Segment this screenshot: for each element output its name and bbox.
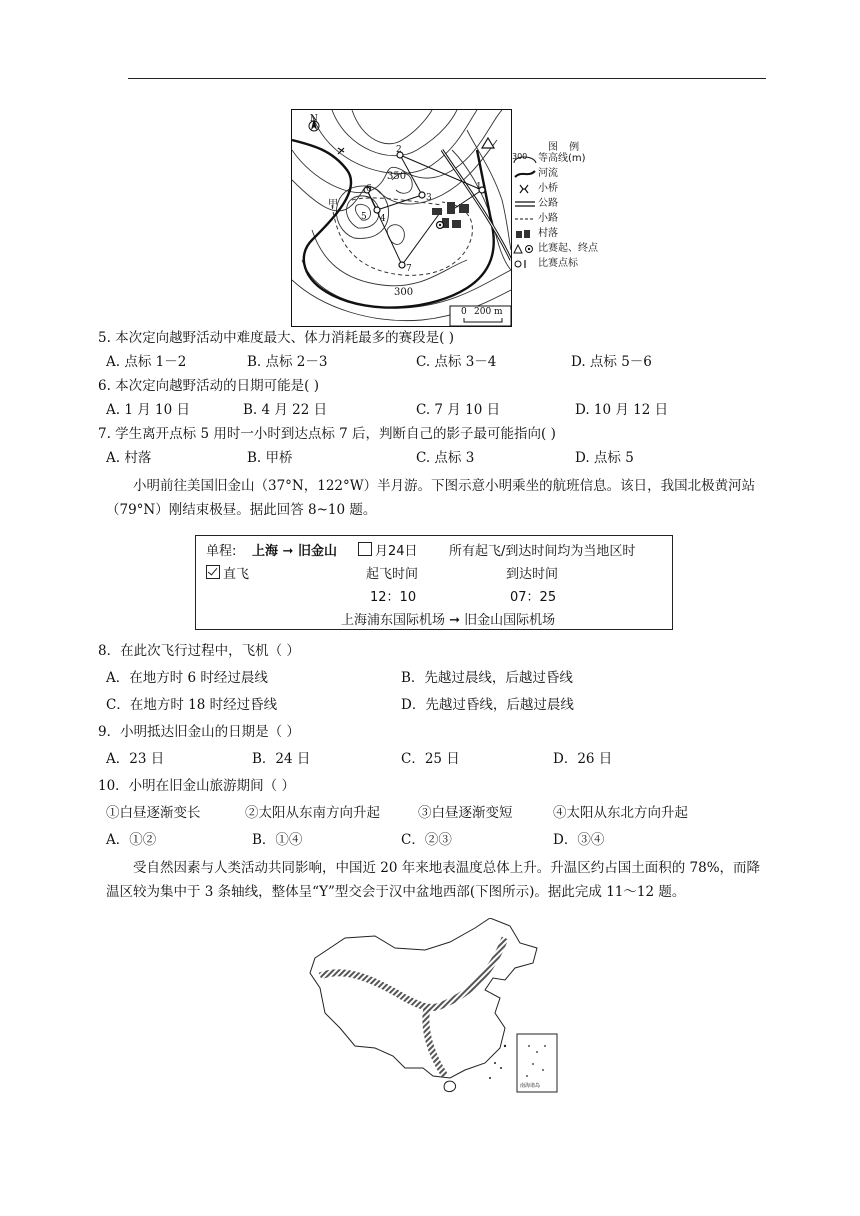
contour-icon: 300	[512, 153, 538, 165]
village-icon	[512, 228, 538, 240]
arrive-time-value: 07：25	[510, 590, 557, 605]
header-rule	[128, 78, 766, 79]
direct-flight: 直飞	[206, 563, 249, 582]
legend-row-checkpoint: 比赛点标	[512, 257, 578, 271]
q7-option-c[interactable]: C. 点标 3	[416, 450, 475, 466]
q10-option-c[interactable]: C．②③	[401, 832, 452, 848]
checkpoint-4-label: 4	[380, 214, 386, 224]
q10-statement-3: ③白昼逐渐变短	[418, 805, 513, 821]
checkpoint-icon	[512, 258, 538, 270]
q8-option-b[interactable]: B．先越过晨线，后越过昏线	[401, 670, 573, 686]
q5-option-d[interactable]: D. 点标 5－6	[571, 354, 652, 370]
q6-option-d[interactable]: D. 10 月 12 日	[575, 402, 669, 418]
legend-row-village: 村落	[512, 227, 558, 241]
north-label: N	[310, 114, 318, 124]
checkpoint-1-label: 1	[476, 182, 482, 192]
q9-option-c[interactable]: C．25 日	[401, 751, 460, 767]
q8-option-a[interactable]: A．在地方时 6 时经过晨线	[106, 670, 268, 686]
checkpoint-2-label: 2	[396, 145, 402, 155]
path-icon	[512, 213, 538, 225]
q5-option-c[interactable]: C. 点标 3－4	[416, 354, 497, 370]
bridge-icon	[512, 183, 538, 195]
q9-stem: 9．小明抵达旧金山的日期是（ ）	[98, 724, 300, 740]
scale-200m-label: 200 m	[474, 307, 503, 317]
checkpoint-5-label: 5	[361, 212, 367, 222]
q5-option-a[interactable]: A. 点标 1－2	[106, 354, 187, 370]
legend-row-river: 河流	[512, 167, 558, 181]
q8-option-c[interactable]: C．在地方时 18 时经过昏线	[106, 697, 278, 713]
q7-option-b[interactable]: B. 甲桥	[247, 450, 293, 466]
intro-paragraph-11-12: 受自然因素与人类活动共同影响，中国近 20 年来地表温度总体上升。升温区约占国土面积的 78%，而降温区较为集中于 3 条轴线，整体呈“Y”型交会于汉中盆地西部(下图所示)。据此完成 11～12 题。	[106, 860, 761, 900]
highway-icon	[512, 198, 538, 210]
q10-stem: 10．小明在旧金山旅游期间（ ）	[98, 778, 295, 794]
q10-option-d[interactable]: D．③④	[553, 832, 605, 848]
q5-stem: 5. 本次定向越野活动中难度最大、体力消耗最多的赛段是( )	[98, 330, 454, 346]
scale-zero-label: 0	[461, 307, 467, 317]
q6-option-c[interactable]: C. 7 月 10 日	[416, 402, 501, 418]
q7-stem: 7. 学生离开点标 5 用时一小时到达点标 7 后，判断自己的影子最可能指向( )	[98, 426, 556, 442]
direct-checkbox[interactable]	[206, 565, 220, 579]
legend-row-highway: 公路	[512, 197, 558, 211]
map-legend	[512, 138, 642, 278]
river-icon	[512, 168, 538, 180]
q10-statement-1: ①白昼逐渐变长	[106, 805, 201, 821]
q10-statement-4: ④太阳从东北方向升起	[553, 805, 688, 821]
china-map-drawing	[305, 918, 561, 1096]
legend-title: 图 例	[548, 142, 584, 153]
legend-row-bridge: 小桥	[512, 182, 558, 196]
q6-stem: 6. 本次定向越野活动的日期可能是( )	[98, 378, 319, 394]
q7-option-a[interactable]: A. 村落	[106, 450, 152, 466]
q7-option-d[interactable]: D. 点标 5	[575, 450, 634, 466]
date-checkbox[interactable]	[358, 542, 372, 556]
flight-date: 月24日	[358, 540, 418, 559]
depart-time-label: 起飞时间	[366, 567, 419, 582]
q9-option-a[interactable]: A．23 日	[106, 751, 165, 767]
q6-option-b[interactable]: B. 4 月 22 日	[243, 402, 328, 418]
orienteering-topo-map	[291, 109, 512, 327]
route-prefix: 单程:	[206, 544, 237, 559]
contour-label-350: 350	[387, 171, 407, 182]
q10-option-a[interactable]: A．①②	[106, 832, 157, 848]
place-jia-label: 甲	[328, 199, 338, 210]
checkpoint-3-label: 3	[426, 193, 432, 203]
legend-row-contour: 300 等高线(m)	[512, 152, 586, 164]
q6-option-a[interactable]: A. 1 月 10 日	[106, 402, 190, 418]
intro-paragraph-8-10: 小明前往美国旧金山（37°N，122°W）半月游。下图示意小明乘坐的航班信息。该日，我国北极黄河站（79°N）刚结束极昼。据此回答 8~10 题。	[106, 478, 756, 518]
q9-option-b[interactable]: B．24 日	[252, 751, 311, 767]
legend-row-start-end: 比赛起、终点	[512, 242, 598, 256]
route-text: 上海 ➞ 旧金山	[252, 544, 337, 559]
time-zone-note: 所有起飞/到达时间均为当地区时	[449, 544, 636, 559]
checkpoint-6-label: 6	[366, 184, 372, 194]
q8-option-d[interactable]: D．先越过昏线，后越过晨线	[401, 697, 574, 713]
q10-option-b[interactable]: B．①④	[252, 832, 303, 848]
q8-stem: 8．在此次飞行过程中，飞机（ ）	[98, 643, 300, 659]
depart-time-value: 12：10	[370, 590, 417, 605]
arrive-time-label: 到达时间	[506, 567, 559, 582]
q9-option-d[interactable]: D．26 日	[553, 751, 613, 767]
contour-label-300: 300	[394, 287, 414, 298]
checkpoint-7-label: 7	[406, 264, 412, 274]
q5-option-b[interactable]: B. 点标 2－3	[247, 354, 328, 370]
china-cooling-axes-map	[305, 918, 561, 1096]
flight-info-box	[195, 535, 673, 630]
legend-row-path: 小路	[512, 212, 558, 226]
airports-text: 上海浦东国际机场 ➞ 旧金山国际机场	[341, 613, 556, 628]
q10-statement-2: ②太阳从东南方向升起	[245, 805, 380, 821]
south-china-sea-inset-label: 南海诸岛	[520, 1083, 541, 1089]
start-end-icon	[512, 243, 538, 255]
